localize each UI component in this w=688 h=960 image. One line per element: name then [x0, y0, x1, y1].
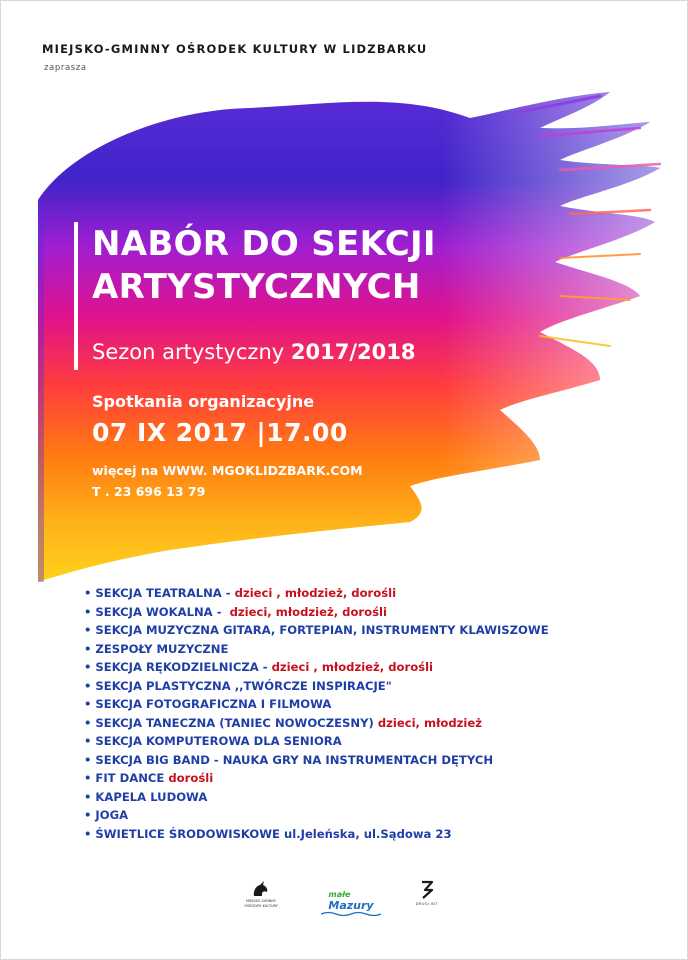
section-item — [84, 603, 549, 622]
section-name: KAPELA LUDOWA — [95, 789, 208, 804]
section-separator: - — [258, 660, 272, 674]
bullet-icon: • — [84, 604, 92, 619]
meeting-label: Spotkania organizacyjne — [92, 392, 315, 411]
bullet-icon: • — [84, 826, 92, 841]
section-audience: dorośli — [168, 771, 214, 785]
section-item — [84, 714, 549, 733]
section-name: SEKCJA MUZYCZNA GITARA, FORTEPIAN, INSTRUMENTY KLAWISZOWE — [95, 623, 549, 637]
contact-info — [92, 460, 363, 502]
section-name: SEKCJA PLASTYCZNA ,,TWÓRCZE INSPIRACJE" — [95, 678, 392, 693]
bit-mark-icon — [419, 880, 435, 900]
bullet-icon: • — [84, 734, 92, 748]
section-name: SEKCJA RĘKODZIELNICZA — [95, 660, 259, 674]
sections-list — [84, 584, 549, 843]
section-name: ŚWIETLICE ŚRODOWISKOWE ul.Jeleńska, ul.Sądowa 23 — [95, 826, 452, 841]
section-audience: dzieci , młodzież, dorośli — [271, 660, 434, 674]
section-item — [84, 584, 549, 603]
section-name: SEKCJA TEATRALNA — [95, 586, 222, 600]
page-title — [92, 223, 436, 309]
section-name: SEKCJA TANECZNA (TANIEC NOWOCZESNY) — [95, 715, 374, 730]
section-separator: - — [212, 604, 230, 619]
sponsor-logos — [0, 880, 688, 920]
website-text: więcej na WWW. MGOKLIDZBARK.COM — [92, 463, 363, 478]
unicorn-icon — [250, 880, 272, 898]
bullet-icon: • — [84, 586, 92, 600]
season-line — [92, 340, 415, 364]
organizer-name: MIEJSKO-GMINNY OŚRODEK KULTURY W LIDZBARKU — [42, 42, 428, 56]
invites-text: zaprasza — [44, 63, 87, 73]
section-name: SEKCJA WOKALNA — [95, 604, 213, 619]
bullet-icon: • — [84, 678, 92, 693]
section-item — [84, 621, 549, 640]
section-name: SEKCJA KOMPUTEROWA DLA SENIORA — [95, 734, 342, 748]
section-name: ZESPOŁY MUZYCZNE — [95, 641, 229, 656]
section-name: SEKCJA BIG BAND - NAUKA GRY NA INSTRUMENTACH DĘTYCH — [95, 752, 494, 767]
section-audience: dzieci, młodzież — [377, 715, 482, 730]
section-name: JOGA — [95, 808, 129, 822]
title-line-2: ARTYSTYCZNYCH — [92, 267, 421, 307]
drugi-bit-logo — [412, 880, 442, 906]
section-name: SEKCJA FOTOGRAFICZNA I FILMOWA — [95, 697, 332, 711]
season-years: 2017/2018 — [290, 340, 416, 364]
section-item — [84, 658, 549, 677]
bullet-icon: • — [84, 715, 92, 730]
section-audience: dzieci , młodzież, dorośli — [234, 586, 397, 600]
section-item — [84, 769, 549, 788]
title-accent-bar — [74, 222, 78, 370]
bullet-icon: • — [84, 623, 92, 637]
mgok-caption-1: MIEJSKO-GMINNY — [245, 899, 276, 903]
bullet-icon: • — [84, 771, 92, 785]
mgok-caption-2: OŚRODEK KULTURY — [244, 904, 278, 908]
bullet-icon: • — [84, 789, 92, 804]
meeting-datetime: 07 IX 2017 |17.00 — [92, 418, 348, 447]
mazury-bottom-text: Mazury — [328, 899, 374, 912]
wave-icon — [321, 911, 381, 916]
mazury-top-text: małe — [328, 890, 351, 899]
phone-text: T . 23 696 13 79 — [92, 484, 206, 499]
bullet-icon: • — [84, 697, 92, 711]
title-line-1: NABÓR DO SEKCJI — [92, 224, 436, 264]
section-audience: dzieci, młodzież, dorośli — [229, 604, 387, 619]
section-separator: - — [221, 586, 235, 600]
section-item — [84, 806, 549, 825]
section-name: FIT DANCE — [95, 771, 165, 785]
male-mazury-logo — [318, 888, 384, 916]
bullet-icon: • — [84, 641, 92, 656]
section-item — [84, 751, 549, 770]
section-item — [84, 677, 549, 696]
section-item — [84, 825, 549, 844]
bullet-icon: • — [84, 808, 92, 822]
section-item — [84, 695, 549, 714]
mgok-logo — [236, 880, 286, 908]
drugi-bit-caption: DRUGI BIT — [415, 902, 439, 906]
bullet-icon: • — [84, 752, 92, 767]
section-item — [84, 788, 549, 807]
season-label: Sezon artystyczny — [92, 340, 285, 364]
section-item — [84, 640, 549, 659]
section-item — [84, 732, 549, 751]
bullet-icon: • — [84, 660, 92, 674]
